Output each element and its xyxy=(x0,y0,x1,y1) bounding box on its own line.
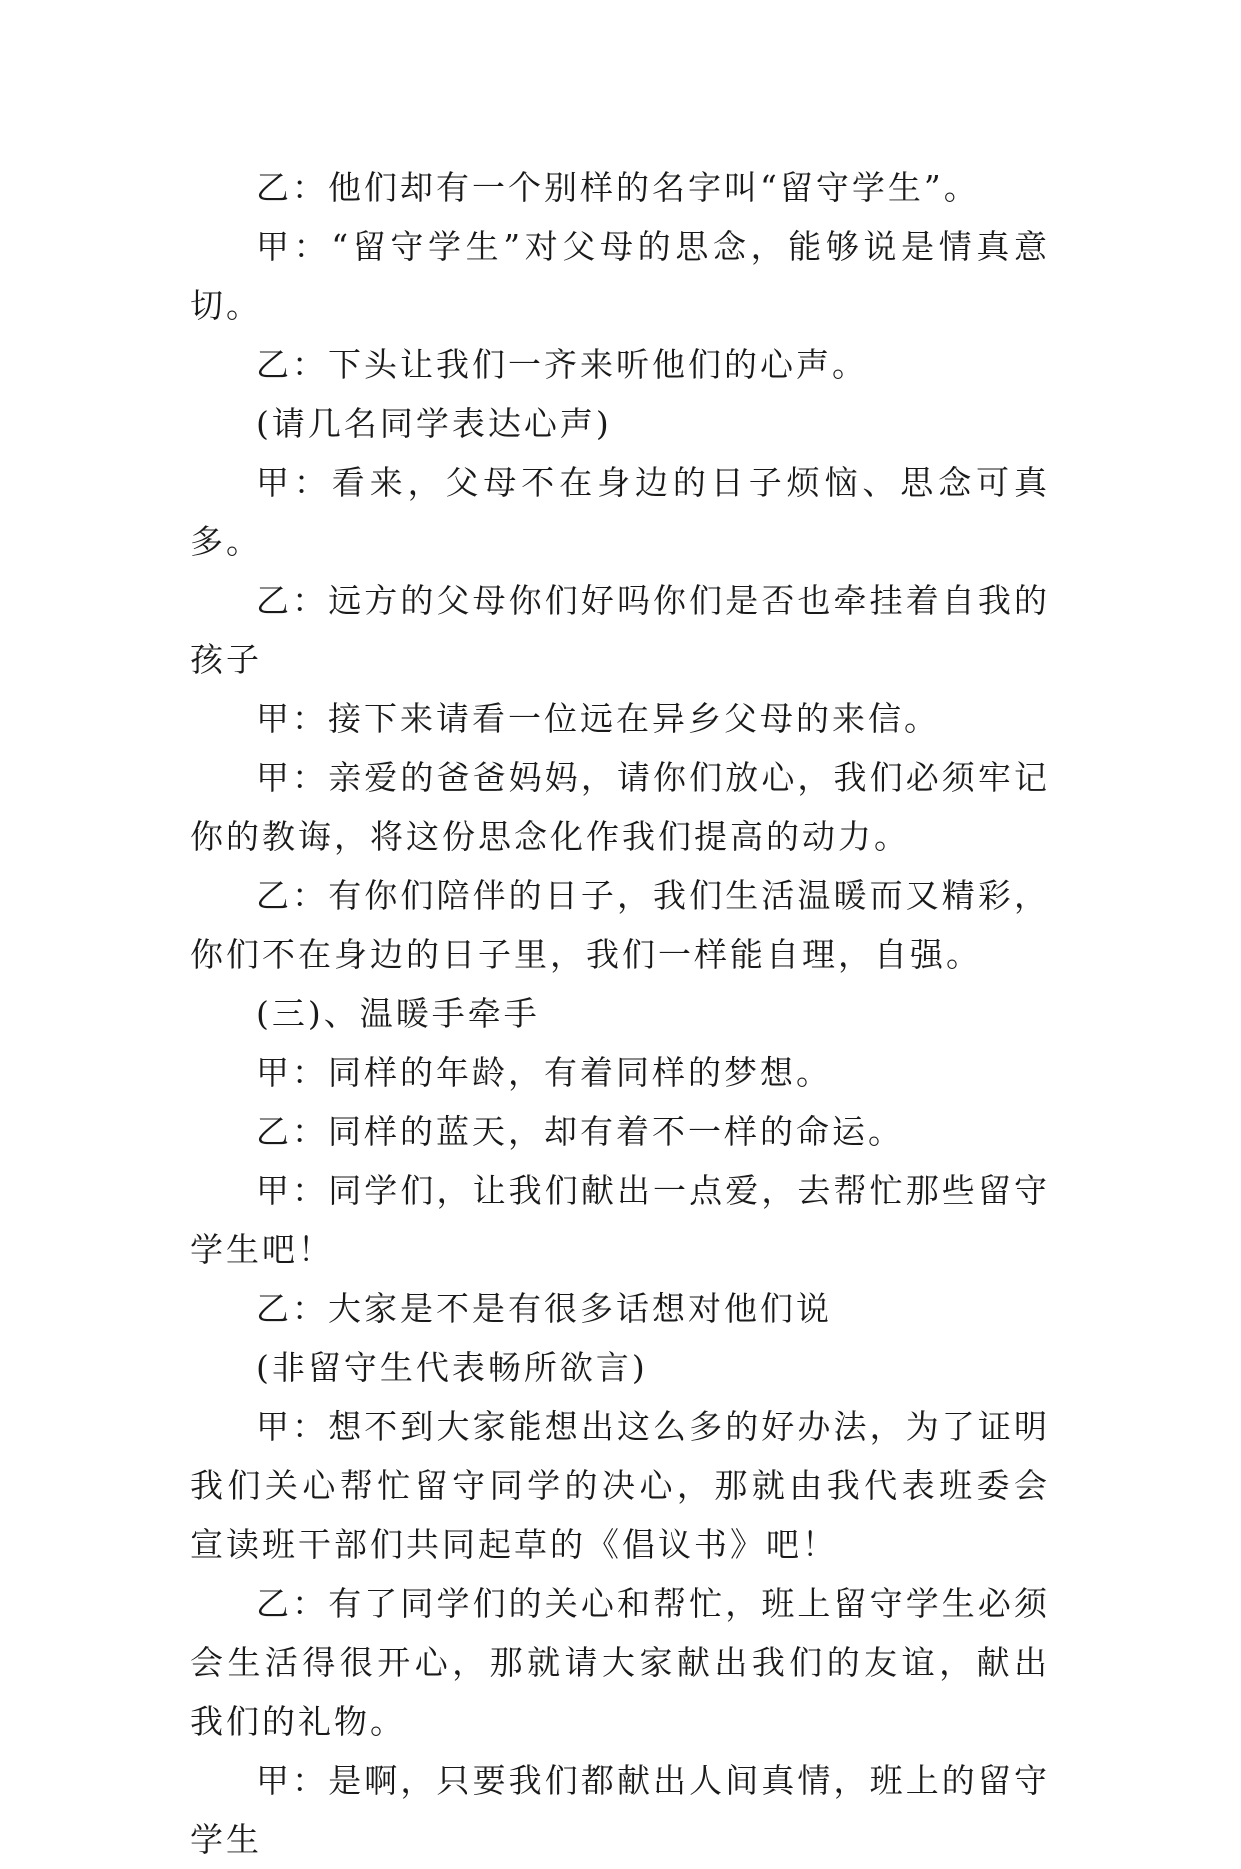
paragraph-8: 甲：亲爱的爸爸妈妈，请你们放心，我们必须牢记你的教诲，将这份思念化作我们提高的动力。 xyxy=(190,758,1050,856)
paragraph-1: 乙：他们却有一个别样的名字叫“留守学生”。 xyxy=(256,168,980,207)
paragraph-18: 甲：是啊，只要我们都献出人间真情，班上的留守学生 xyxy=(190,1761,1050,1859)
document-body xyxy=(190,158,1050,1869)
paragraph-2: 甲：“留守学生”对父母的思念，能够说是情真意切。 xyxy=(190,227,1050,325)
paragraph-14: 乙：大家是不是有很多话想对他们说 xyxy=(256,1289,832,1328)
stage-direction-2: (非留守生代表畅所欲言) xyxy=(256,1348,648,1387)
paragraph-5: 甲：看来，父母不在身边的日子烦恼、思念可真多。 xyxy=(190,463,1050,561)
paragraph-3: 乙：下头让我们一齐来听他们的心声。 xyxy=(256,345,868,384)
paragraph-13: 甲：同学们，让我们献出一点爱，去帮忙那些留守学生吧！ xyxy=(190,1171,1050,1269)
paragraph-12: 乙：同样的蓝天，却有着不一样的命运。 xyxy=(256,1112,904,1151)
paragraph-6: 乙：远方的父母你们好吗你们是否也牵挂着自我的孩子 xyxy=(190,581,1050,679)
paragraph-9: 乙：有你们陪伴的日子，我们生活温暖而又精彩，你们不在身边的日子里，我们一样能自理，自强。 xyxy=(190,876,1050,974)
section-heading: (三)、温暖手牵手 xyxy=(256,994,540,1033)
paragraph-17: 乙：有了同学们的关心和帮忙，班上留守学生必须会生活得很开心，那就请大家献出我们的友谊，献出我们的礼物。 xyxy=(190,1584,1050,1741)
paragraph-11: 甲：同样的年龄，有着同样的梦想。 xyxy=(256,1053,832,1092)
paragraph-7: 甲：接下来请看一位远在异乡父母的来信。 xyxy=(256,699,940,738)
stage-direction-1: (请几名同学表达心声) xyxy=(256,404,612,443)
paragraph-16: 甲：想不到大家能想出这么多的好办法，为了证明我们关心帮忙留守同学的决心，那就由我代表班委会宣读班干部们共同起草的《倡议书》吧！ xyxy=(190,1407,1050,1564)
